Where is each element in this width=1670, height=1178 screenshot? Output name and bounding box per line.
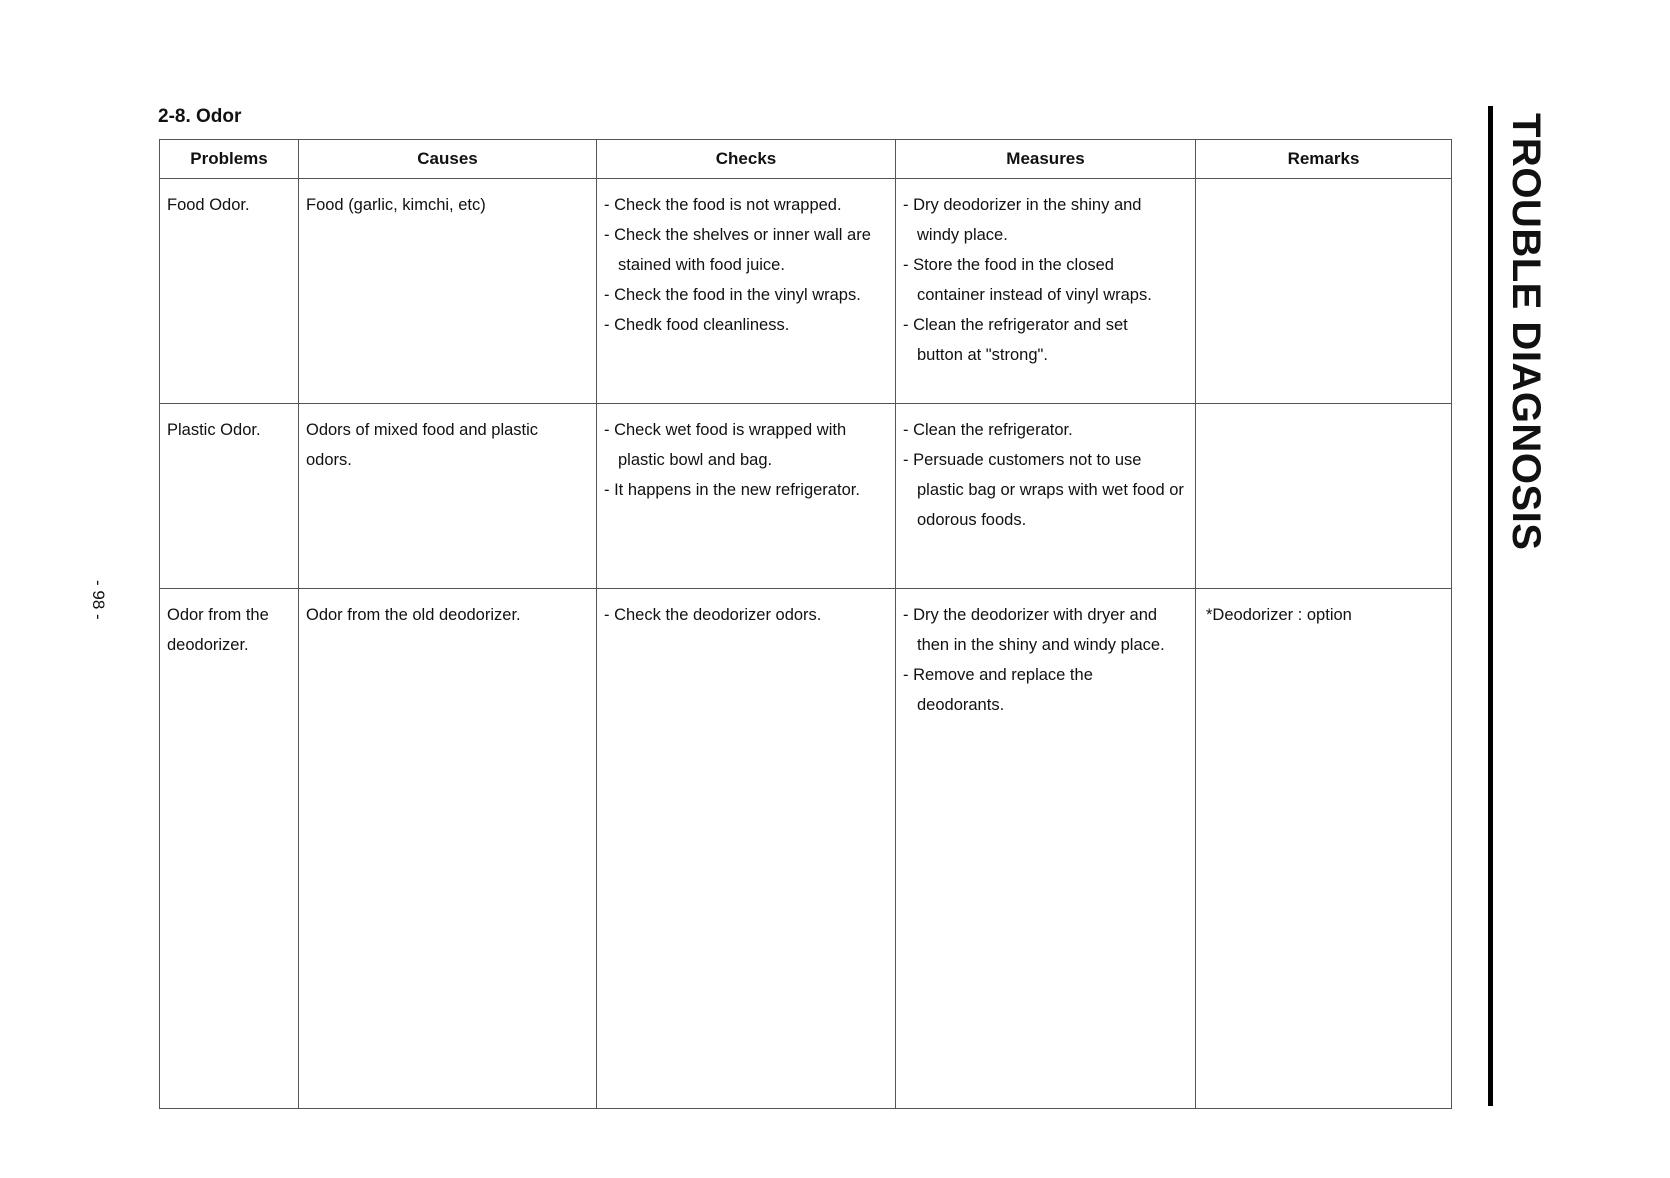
section-title: 2-8. Odor — [158, 106, 242, 127]
header-causes: Causes — [299, 140, 597, 179]
header-problems: Problems — [160, 140, 299, 179]
measure-item: - Dry deodorizer in the shiny and windy place. — [903, 190, 1189, 250]
measures-cell — [896, 179, 1196, 404]
header-checks: Checks — [597, 140, 896, 179]
cause-cell: Food (garlic, kimchi, etc) — [299, 179, 597, 404]
check-item: - Check the food in the vinyl wraps. — [604, 280, 889, 310]
measures-cell — [896, 404, 1196, 589]
remarks-cell — [1196, 179, 1452, 404]
checks-cell — [597, 589, 896, 1109]
table-header-row — [160, 140, 1452, 179]
side-title: TROUBLE DIAGNOSIS — [1504, 113, 1548, 551]
cause-cell: Odor from the old deodorizer. — [299, 589, 597, 1109]
measure-item: - Clean the refrigerator. — [903, 415, 1189, 445]
measure-item: - Store the food in the closed container instead of vinyl wraps. — [903, 250, 1189, 310]
problem-cell: Plastic Odor. — [160, 404, 299, 589]
table-row — [160, 179, 1452, 404]
measure-item: - Clean the refrigerator and set button at "strong". — [903, 310, 1189, 370]
problem-cell: Odor from the deodorizer. — [160, 589, 299, 1109]
cause-cell: Odors of mixed food and plastic odors. — [299, 404, 597, 589]
check-item: - It happens in the new refrigerator. — [604, 475, 889, 505]
check-item: - Check wet food is wrapped with plastic bowl and bag. — [604, 415, 889, 475]
check-item: - Check the shelves or inner wall are stained with food juice. — [604, 220, 889, 280]
checks-cell — [597, 404, 896, 589]
table-row — [160, 404, 1452, 589]
measures-cell — [896, 589, 1196, 1109]
check-item: - Check the deodorizer odors. — [604, 600, 889, 630]
check-item: - Chedk food cleanliness. — [604, 310, 889, 340]
header-remarks: Remarks — [1196, 140, 1452, 179]
header-measures: Measures — [896, 140, 1196, 179]
measure-item: - Dry the deodorizer with dryer and then in the shiny and windy place. — [903, 600, 1189, 660]
check-item: - Check the food is not wrapped. — [604, 190, 889, 220]
checks-cell — [597, 179, 896, 404]
remarks-cell: *Deodorizer : option — [1196, 589, 1452, 1109]
page-number: - 98 - — [89, 580, 108, 620]
problem-cell: Food Odor. — [160, 179, 299, 404]
measure-item: - Persuade customers not to use plastic bag or wraps with wet food or odorous foods. — [903, 445, 1189, 535]
remarks-cell — [1196, 404, 1452, 589]
measure-item: - Remove and replace the deodorants. — [903, 660, 1189, 720]
side-rule — [1488, 106, 1493, 1106]
odor-diagnosis-table — [159, 139, 1452, 1109]
table-row — [160, 589, 1452, 1109]
